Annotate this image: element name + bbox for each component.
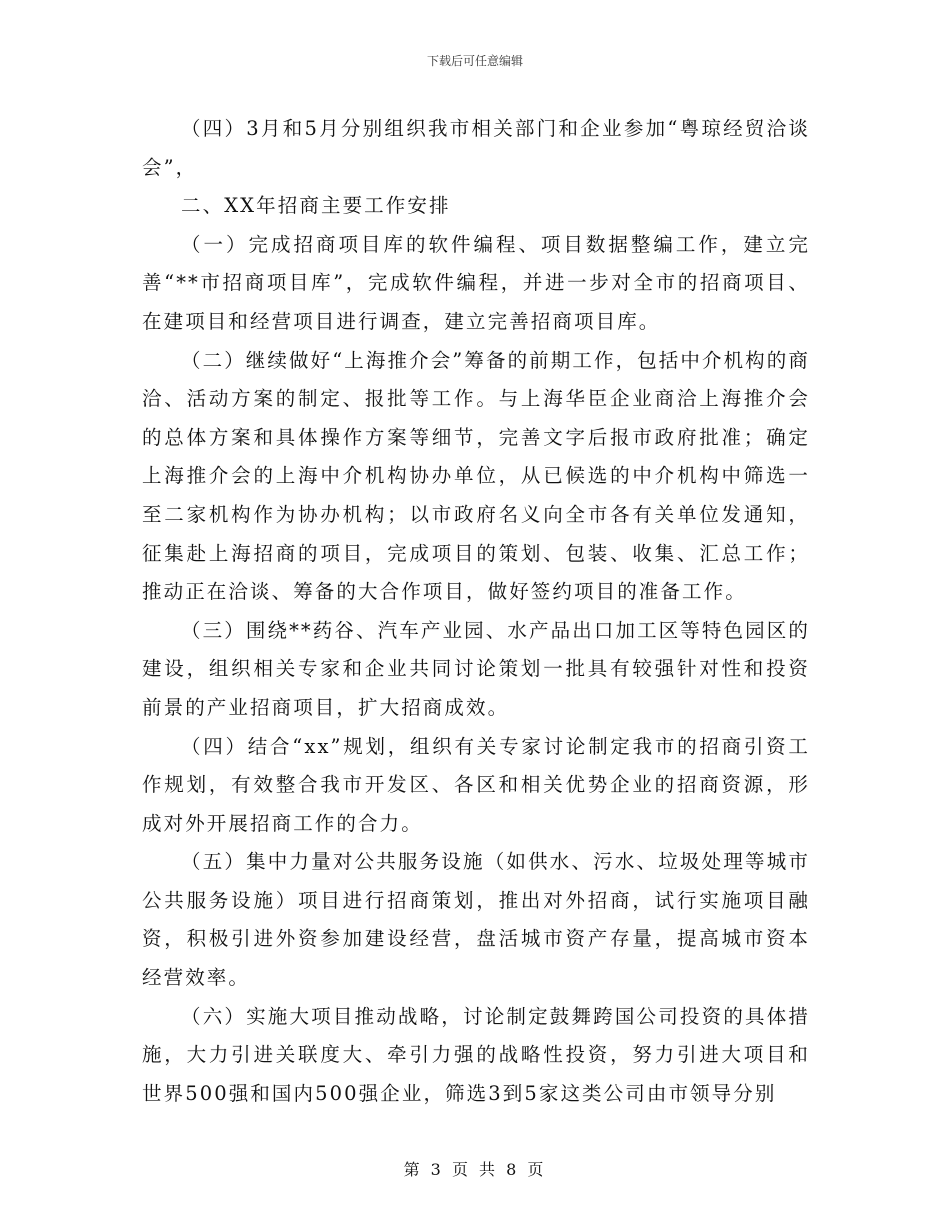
paragraph-1: （四）3月和5月分别组织我市相关部门和企业参加“粤琼经贸洽谈会”， xyxy=(142,117,810,179)
page-number: 第 3 页 共 8 页 xyxy=(403,1160,547,1179)
paragraph-4: （三）围绕**药谷、汽车产业园、水产品出口加工区等特色园区的建设，组织相关专家和企业共同讨论策划一批具有较强针对性和投资前景的产业招商项目，扩大招商成效。 xyxy=(142,618,810,719)
paragraph-2: （一）完成招商项目库的软件编程、项目数据整编工作，建立完善“**市招商项目库”，完成软件编程，并进一步对全市的招商项目、在建项目和经营项目进行调查，建立完善招商项目库。 xyxy=(142,232,810,333)
paragraph-3: （二）继续做好“上海推介会”筹备的前期工作，包括中介机构的商洽、活动方案的制定、报批等工作。与上海华臣企业商洽上海推介会的总体方案和具体操作方案等细节，完善文字后报市政府批准；确定上海推介会的上海中介机构协办单位，从已候选的中介机构中筛选一至二家机构作为协办机构；以市政府名义向全市各有关单位发通知，征集赴上海招商的项目，完成项目的策划、包装、收集、汇总工作；推动正在洽谈、筹备的大合作项目，做好签约项目的准备工作。 xyxy=(142,348,810,604)
paragraph-7: （六）实施大项目推动战略，讨论制定鼓舞跨国公司投资的具体措施，大力引进关联度大、牵引力强的战略性投资，努力引进大项目和世界500强和国内500强企业，筛选3到5家这类公司由市领导分别 xyxy=(142,1004,810,1105)
paragraph-5: （四）结合“xx”规划，组织有关专家讨论制定我市的招商引资工作规划，有效整合我市开发区、各区和相关优势企业的招商资源，形成对外开展招商工作的合力。 xyxy=(142,734,810,835)
page-header: 下载后可任意编辑 xyxy=(426,54,523,68)
document-body xyxy=(142,110,810,1113)
section-heading: 二、XX年招商主要工作安排 xyxy=(181,194,451,218)
paragraph-6: （五）集中力量对公共服务设施（如供水、污水、垃圾处理等城市公共服务设施）项目进行招商策划，推出对外招商，试行实施项目融资，积极引进外资参加建设经营，盘活城市资产存量，提高城市资本经营效率。 xyxy=(142,850,810,990)
